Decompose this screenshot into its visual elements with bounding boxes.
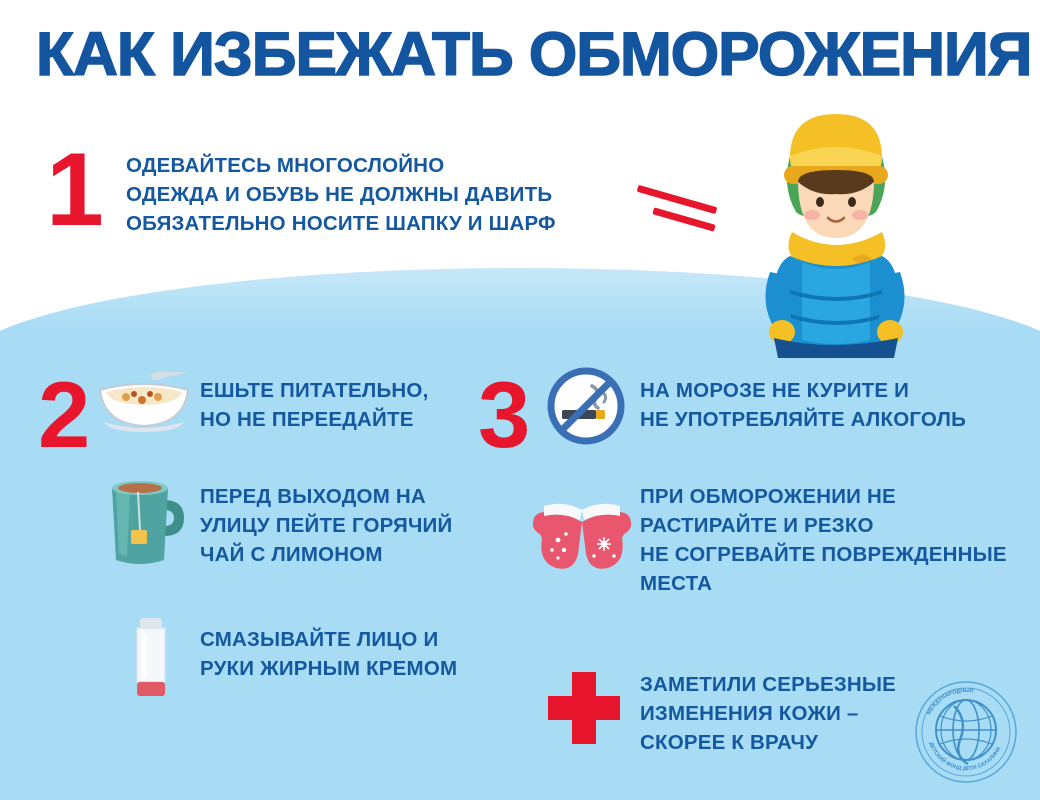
section-1-line-1: ОДЕВАЙТЕСЬ МНОГОСЛОЙНО (126, 154, 445, 177)
section-3-item-3-line-2: ИЗМЕНЕНИЯ КОЖИ – (640, 702, 859, 725)
section-2-item-3-text (200, 625, 500, 683)
mittens-icon (530, 492, 634, 574)
section-2-item-2-line-1: ПЕРЕД ВЫХОДОМ НА (200, 485, 426, 508)
logo-top-text: МЕЖДУНАРОДНЫЙ (926, 687, 974, 716)
section-1-text (126, 151, 646, 238)
tea-mug-icon (104, 474, 188, 570)
section-number-1: 1 (46, 132, 104, 248)
section-3-item-1-text (640, 376, 1010, 434)
section-3-item-3-line-3: СКОРЕЕ К ВРАЧУ (640, 731, 819, 754)
section-2-item-1-line-2: НО НЕ ПЕРЕЕДАЙТЕ (200, 408, 414, 431)
section-1-line-3: ОБЯЗАТЕЛЬНО НОСИТЕ ШАПКУ И ШАРФ (126, 212, 556, 235)
logo-bottom-text: ДЕТСКИЙ ФОНД ДЕТИ САХАЛИНА (927, 741, 1003, 773)
section-2-item-2-text (200, 482, 470, 569)
section-3-item-2-line-1: ПРИ ОБМОРОЖЕНИИ НЕ (640, 485, 896, 508)
globe-logo (914, 680, 1018, 784)
section-number-2: 2 (38, 362, 91, 467)
red-cross-horizontal-bar (548, 696, 620, 720)
section-2-item-3-line-1: СМАЗЫВАЙТЕ ЛИЦО И (200, 628, 439, 651)
motion-line-icon (637, 185, 718, 214)
section-number-3: 3 (478, 362, 531, 467)
boy-in-winter-clothes-illustration (740, 96, 930, 358)
red-cross-icon (548, 672, 620, 744)
section-3-item-2-line-3: НЕ СОГРЕВАЙТЕ ПОВРЕЖДЕННЫЕ (640, 543, 1007, 566)
section-2-item-2-line-3: ЧАЙ С ЛИМОНОМ (200, 543, 383, 566)
section-2-item-2-line-2: УЛИЦУ ПЕЙТЕ ГОРЯЧИЙ (200, 514, 453, 537)
section-3-item-2-line-2: РАСТИРАЙТЕ И РЕЗКО (640, 514, 874, 537)
section-2-item-1-line-1: ЕШЬТЕ ПИТАТЕЛЬНО, (200, 379, 429, 402)
section-3-item-2-line-4: МЕСТА (640, 572, 713, 595)
section-3-item-2-text (640, 482, 1030, 598)
bowl-of-cereal-icon (96, 372, 192, 434)
section-1-line-2: ОДЕЖДА И ОБУВЬ НЕ ДОЛЖНЫ ДАВИТЬ (126, 183, 553, 206)
section-2-item-3-line-2: РУКИ ЖИРНЫМ КРЕМОМ (200, 657, 458, 680)
cream-tube-icon (128, 618, 174, 700)
section-3-item-1-line-1: НА МОРОЗЕ НЕ КУРИТЕ И (640, 379, 910, 402)
page-title: КАК ИЗБЕЖАТЬ ОБМОРОЖЕНИЯ (36, 20, 1032, 88)
no-smoking-icon (546, 366, 626, 446)
section-3-item-3-line-1: ЗАМЕТИЛИ СЕРЬЕЗНЫЕ (640, 673, 897, 696)
section-2-item-1-text (200, 376, 460, 434)
section-3-item-1-line-2: НЕ УПОТРЕБЛЯЙТЕ АЛКОГОЛЬ (640, 408, 967, 431)
